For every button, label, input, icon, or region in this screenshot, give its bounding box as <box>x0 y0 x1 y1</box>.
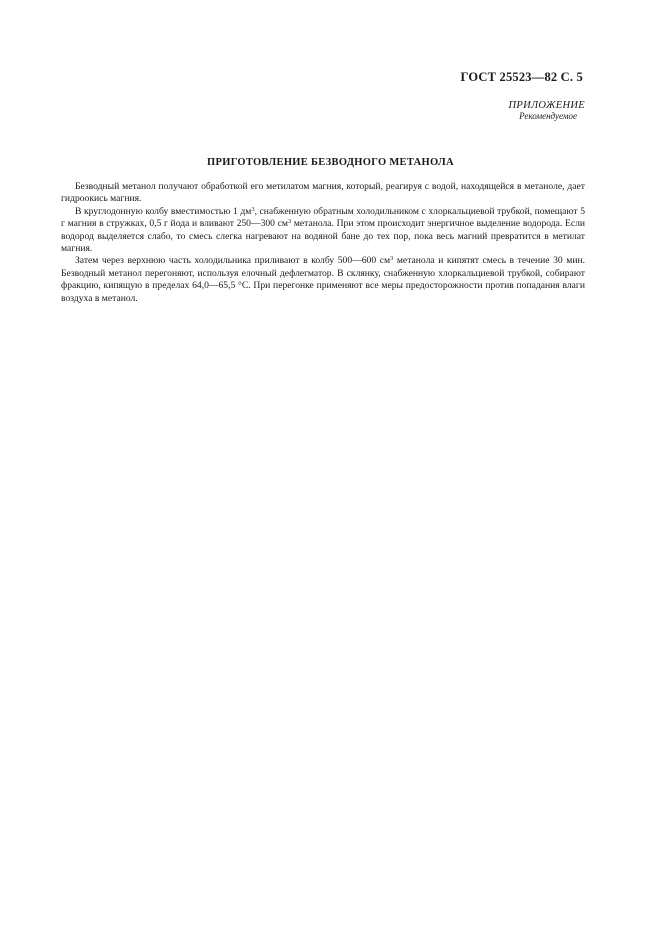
paragraph-distillation-text-a: Затем через верхнюю часть холодильника приливают в колбу 500—600 см <box>75 255 391 267</box>
paragraph-distillation-text-b: метанола и кипятят смесь в течение 30 мин. Безводный метанол перегоняют, используя елочный дефлегматор. В склянку, снабженную хлоркальциевой трубкой, собирают фракцию, кипящую в пределах 64,0—65,5 °С. При перегонке применяют все меры предосторожности против попадания влаги воздуха в метанол. <box>61 255 585 304</box>
paragraph-procedure-text-a: В круглодонную колбу вместимостью 1 дм <box>75 205 252 217</box>
superscript-cube: 3 <box>251 205 255 213</box>
appendix-status: Рекомендуемое <box>519 111 577 121</box>
body-text <box>61 181 585 305</box>
appendix-label: ПРИЛОЖЕНИЕ <box>508 100 585 111</box>
paragraph-procedure-text-b: , снабженную обратным холодильником с хлоркальциевой трубкой, помещают 5 г магния в стружках, 0,5 г йода и вливают 250—300 см <box>61 205 585 230</box>
paragraph-procedure <box>61 206 585 256</box>
paragraph-procedure-text-c: метанола. При этом происходит энергичное выделение водорода. Если водород выделяется слабо, то смесь слегка нагревают на водяной бане до тех пор, пока весь магний превратится в метилат магния. <box>61 218 586 255</box>
document-title: ПРИГОТОВЛЕНИЕ БЕЗВОДНОГО МЕТАНОЛА <box>207 157 454 168</box>
superscript-cube: 3 <box>390 255 394 263</box>
superscript-cube: 3 <box>287 218 292 226</box>
paragraph-distillation <box>61 255 585 305</box>
paragraph-intro: Безводный метанол получают обработкой его метилатом магния, который, реагируя с водой, находящейся в метаноле, дает гидроокись магния. <box>61 181 585 205</box>
appendix-block <box>509 100 586 122</box>
page-header: ГОСТ 25523—82 С. 5 <box>460 70 583 84</box>
